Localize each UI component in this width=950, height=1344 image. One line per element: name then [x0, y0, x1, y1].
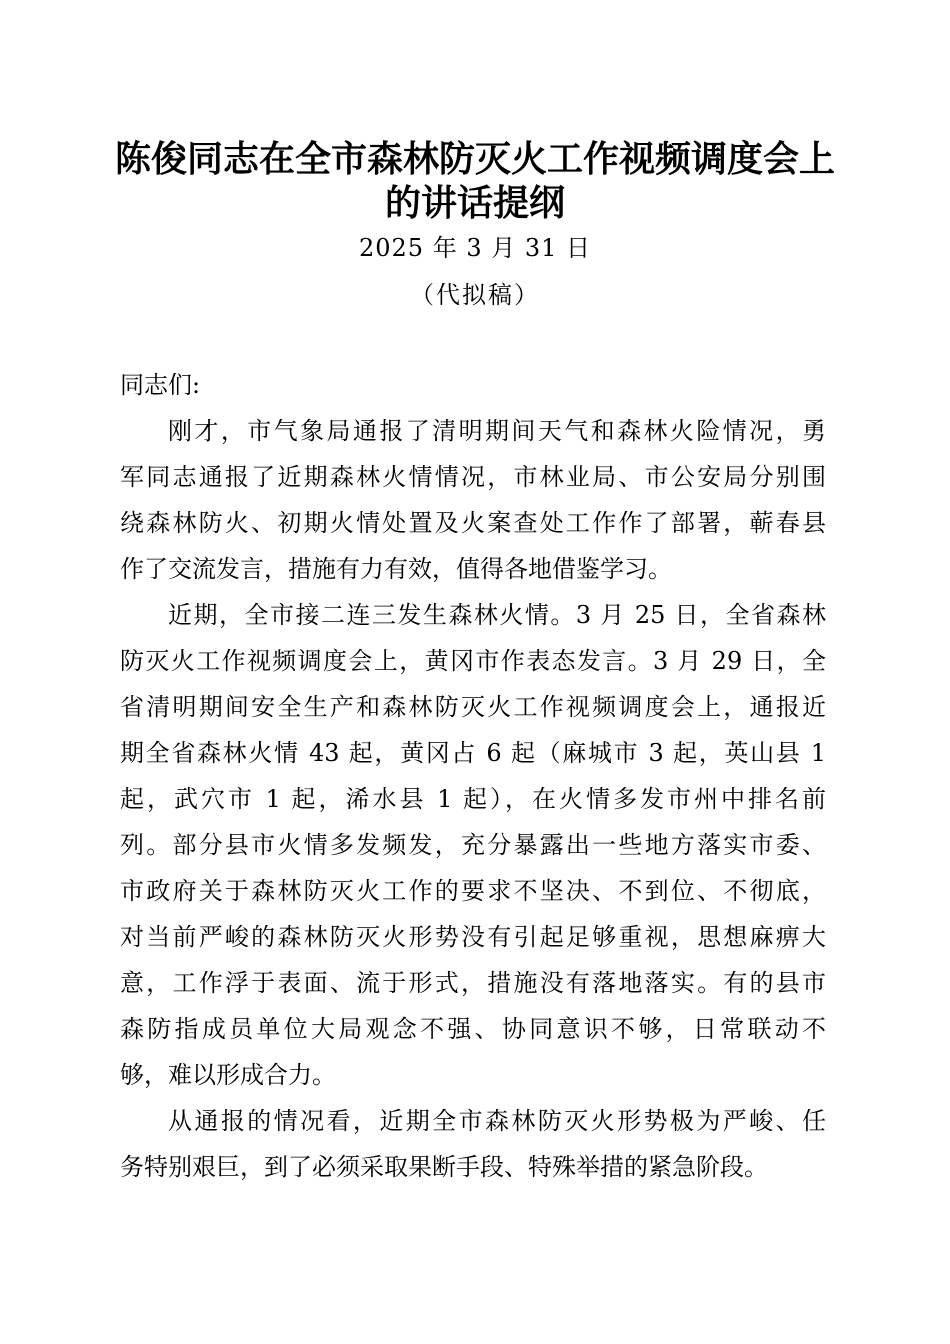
paragraph-line: 刚才，市气象局通报了清明期间天气和森林火险情况，勇 [168, 417, 826, 445]
paragraph-line: 省清明期间安全生产和森林防灭火工作视频调度会上，通报近 [120, 693, 826, 721]
paragraph-line: 列。部分县市火情多发频发，充分暴露出一些地方落实市委、 [120, 831, 826, 859]
paragraph-line: 防灭火工作视频调度会上，黄冈市作表态发言。3 月 29 日，全 [120, 647, 826, 675]
paragraph-line: 军同志通报了近期森林火情情况，市林业局、市公安局分别围 [120, 463, 826, 491]
paragraph-line: 对当前严峻的森林防灭火形势没有引起足够重视，思想麻痹大 [120, 923, 826, 951]
paragraph-line: 市政府关于森林防灭火工作的要求不坚决、不到位、不彻底， [120, 877, 826, 905]
paragraph-line: 近期，全市接二连三发生森林火情。3 月 25 日，全省森林 [168, 601, 826, 629]
paragraph-line: 起，武穴市 1 起，浠水县 1 起），在火情多发市州中排名前 [120, 785, 826, 813]
paragraph-line: 作了交流发言，措施有力有效，值得各地借鉴学习。 [120, 555, 672, 583]
paragraph-line: 务特别艰巨，到了必须采取果断手段、特殊举措的紧急阶段。 [120, 1153, 768, 1181]
paragraph-line: 意，工作浮于表面、流于形式，措施没有落地落实。有的县市 [120, 969, 826, 997]
document-title-line-2: 的讲话提纲 [384, 182, 565, 224]
salutation: 同志们: [120, 371, 201, 399]
paragraph-line: 够，难以形成合力。 [120, 1061, 336, 1089]
paragraph-line: 从通报的情况看，近期全市森林防灭火形势极为严峻、任 [168, 1107, 826, 1135]
document-title-line-1: 陈俊同志在全市森林防灭火工作视频调度会上 [114, 138, 835, 180]
paragraph-line: 绕森林防火、初期火情处置及火案查处工作作了部署，蕲春县 [120, 509, 826, 537]
paragraph-line: 森防指成员单位大局观念不强、协同意识不够，日常联动不 [120, 1015, 826, 1043]
draft-note: （代拟稿） [410, 281, 540, 309]
document-date: 2025 年 3 月 31 日 [358, 234, 592, 262]
paragraph-line: 期全省森林火情 43 起，黄冈占 6 起（麻城市 3 起，英山县 1 [120, 739, 826, 767]
